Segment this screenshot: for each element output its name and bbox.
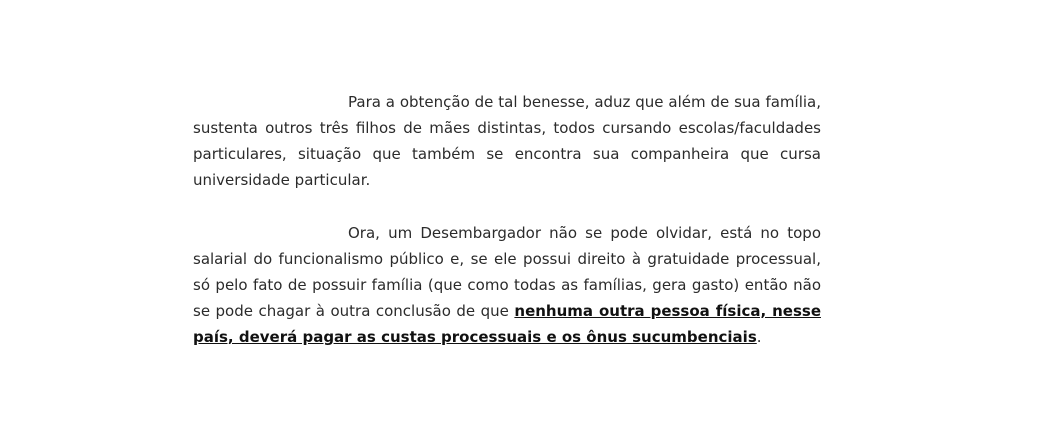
paragraph-2-lead: Ora, um Desembargador não se pode olvidar, está no topo salarial do funcionalismo público e, se ele possui direito à gratuidade processual, só pelo fato de possuir família (que como todas as famílias, gera gasto) então não se pode chagar à outra conclusão de que: [193, 224, 821, 320]
paragraph-1: [193, 89, 821, 193]
emphasized-conclusion: nenhuma outra pessoa física, nesse país, deverá pagar as custas processuais e os ônus sucumbenciais: [193, 302, 821, 346]
paragraph-2-end: .: [756, 328, 762, 346]
paragraph-1-text: Para a obtenção de tal benesse, aduz que além de sua família, sustenta outros três filhos de mães distintas, todos cursando escolas/faculdades particulares, situação que também se encontra sua companheira que cursa universidade particular.: [193, 93, 821, 189]
paragraph-2-text: [193, 220, 821, 350]
paragraph-2: [193, 220, 821, 350]
